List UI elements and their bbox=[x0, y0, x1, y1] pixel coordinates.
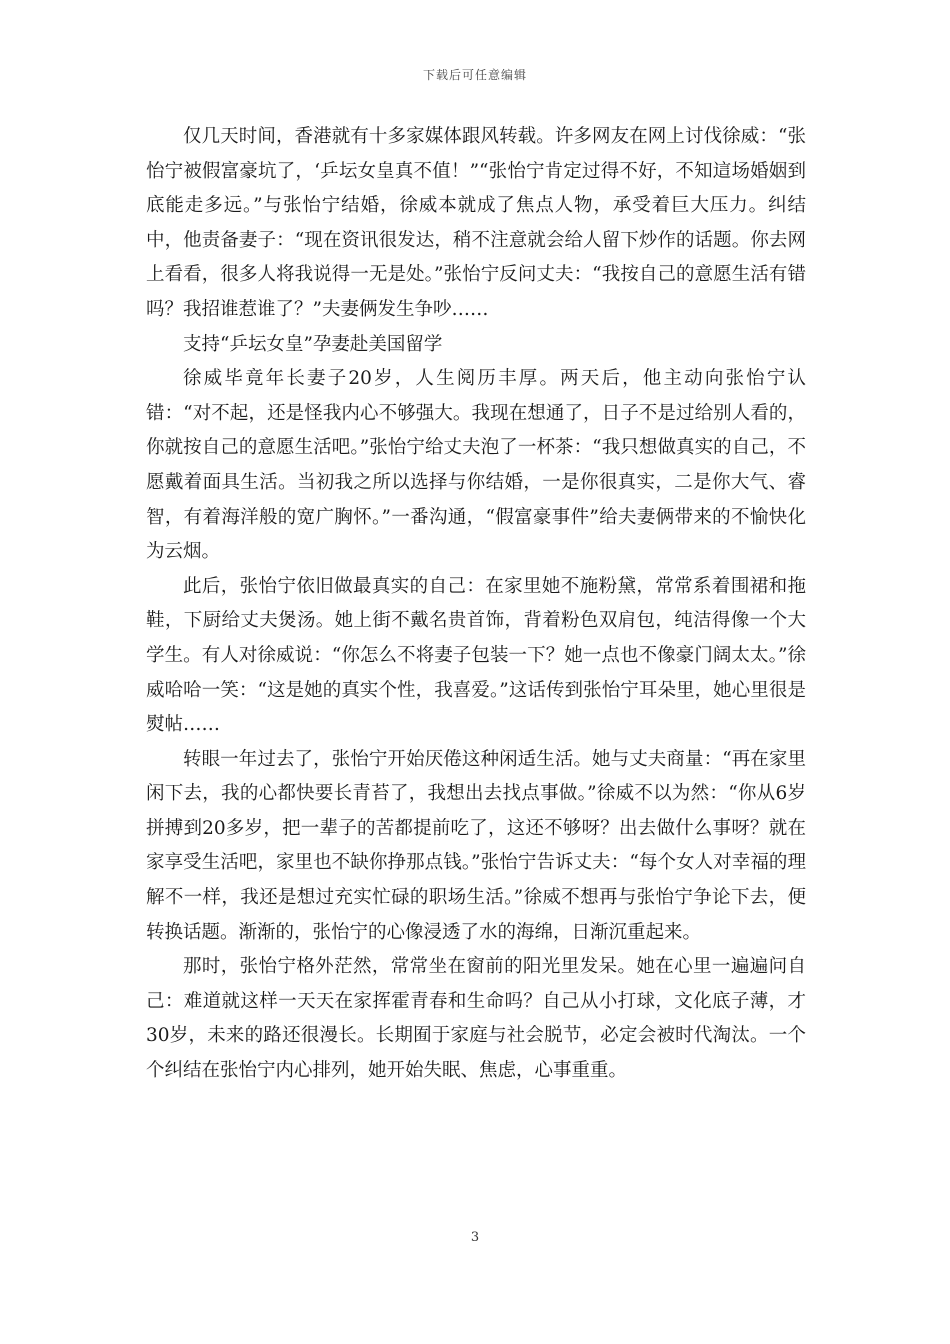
document-body bbox=[146, 120, 806, 1089]
page-number: 3 bbox=[470, 1230, 480, 1245]
paragraph-5: 那时，张怡宁格外茫然，常常坐在窗前的阳光里发呆。她在心里一遍遍问自己：难道就这样一天天在家挥霍青春和生命吗？自己从小打球，文化底子薄，才30岁，未来的路还很漫长。长期囿于家庭与社会脱节，必定会被时代淘汰。一个个纠结在张怡宁内心排列，她开始失眠、焦虑，心事重重。 bbox=[146, 956, 806, 1082]
paragraph-3: 此后，张怡宁依旧做最真实的自己：在家里她不施粉黛，常常系着围裙和拖鞋，下厨给丈夫煲汤。她上街不戴名贵首饰，背着粉色双肩包，纯洁得像一个大学生。有人对徐威说：“你怎么不将妻子包装一下？她一点也不像豪门阔太太。”徐威哈哈一笑：“这是她的真实个性，我喜爱。”这话传到张怡宁耳朵里，她心里很是熨帖…… bbox=[146, 575, 806, 736]
paragraph-1: 仅几天时间，香港就有十多家媒体跟风转载。许多网友在网上讨伐徐威：“张怡宁被假富豪坑了，‘乒坛女皇真不值！”“张怡宁肯定过得不好，不知這场婚姻到底能走多远。”与张怡宁结婚，徐威本就成了焦点人物，承受着巨大压力。纠结中，他责备妻子：“现在资讯很发达，稍不注意就会给人留下炒作的话题。你去网上看看，很多人将我说得一无是处。”张怡宁反问丈夫：“我按自己的意愿生活有错吗？我招谁惹谁了？”夫妻俩发生争吵…… bbox=[146, 126, 806, 320]
paragraph-4: 转眼一年过去了，张怡宁开始厌倦这种闲适生活。她与丈夫商量：“再在家里闲下去，我的心都快要长青苔了，我想出去找点事做。”徐威不以为然：“你从6岁拼搏到20多岁，把一辈子的苦都提前吃了，这还不够呀？出去做什么事呀？就在家享受生活吧，家里也不缺你挣那点钱。”张怡宁告诉丈夫：“每个女人对幸福的理解不一样，我还是想过充实忙碌的职场生活。”徐威不想再与张怡宁争论下去，便转换话题。渐渐的，张怡宁的心像浸透了水的海绵，日渐沉重起来。 bbox=[146, 748, 806, 943]
page-header: 下载后可任意编辑 bbox=[422, 68, 527, 82]
paragraph-2: 徐威毕竟年长妻子20岁，人生阅历丰厚。两天后，他主动向张怡宁认错：“对不起，还是怪我内心不够强大。我现在想通了，日子不是过给别人看的，你就按自己的意愿生活吧。”张怡宁给丈夫泡了一杯茶：“我只想做真实的自己，不愿戴着面具生活。当初我之所以选择与你结婚，一是你很真实，二是你大气、睿智，有着海洋般的宽广胸怀。”一番沟通，“假富豪事件”给夫妻俩带来的不愉快化为云烟。 bbox=[146, 368, 806, 563]
section-heading: 支持“乒坛女皇”孕妻赴美国留学 bbox=[183, 333, 443, 355]
